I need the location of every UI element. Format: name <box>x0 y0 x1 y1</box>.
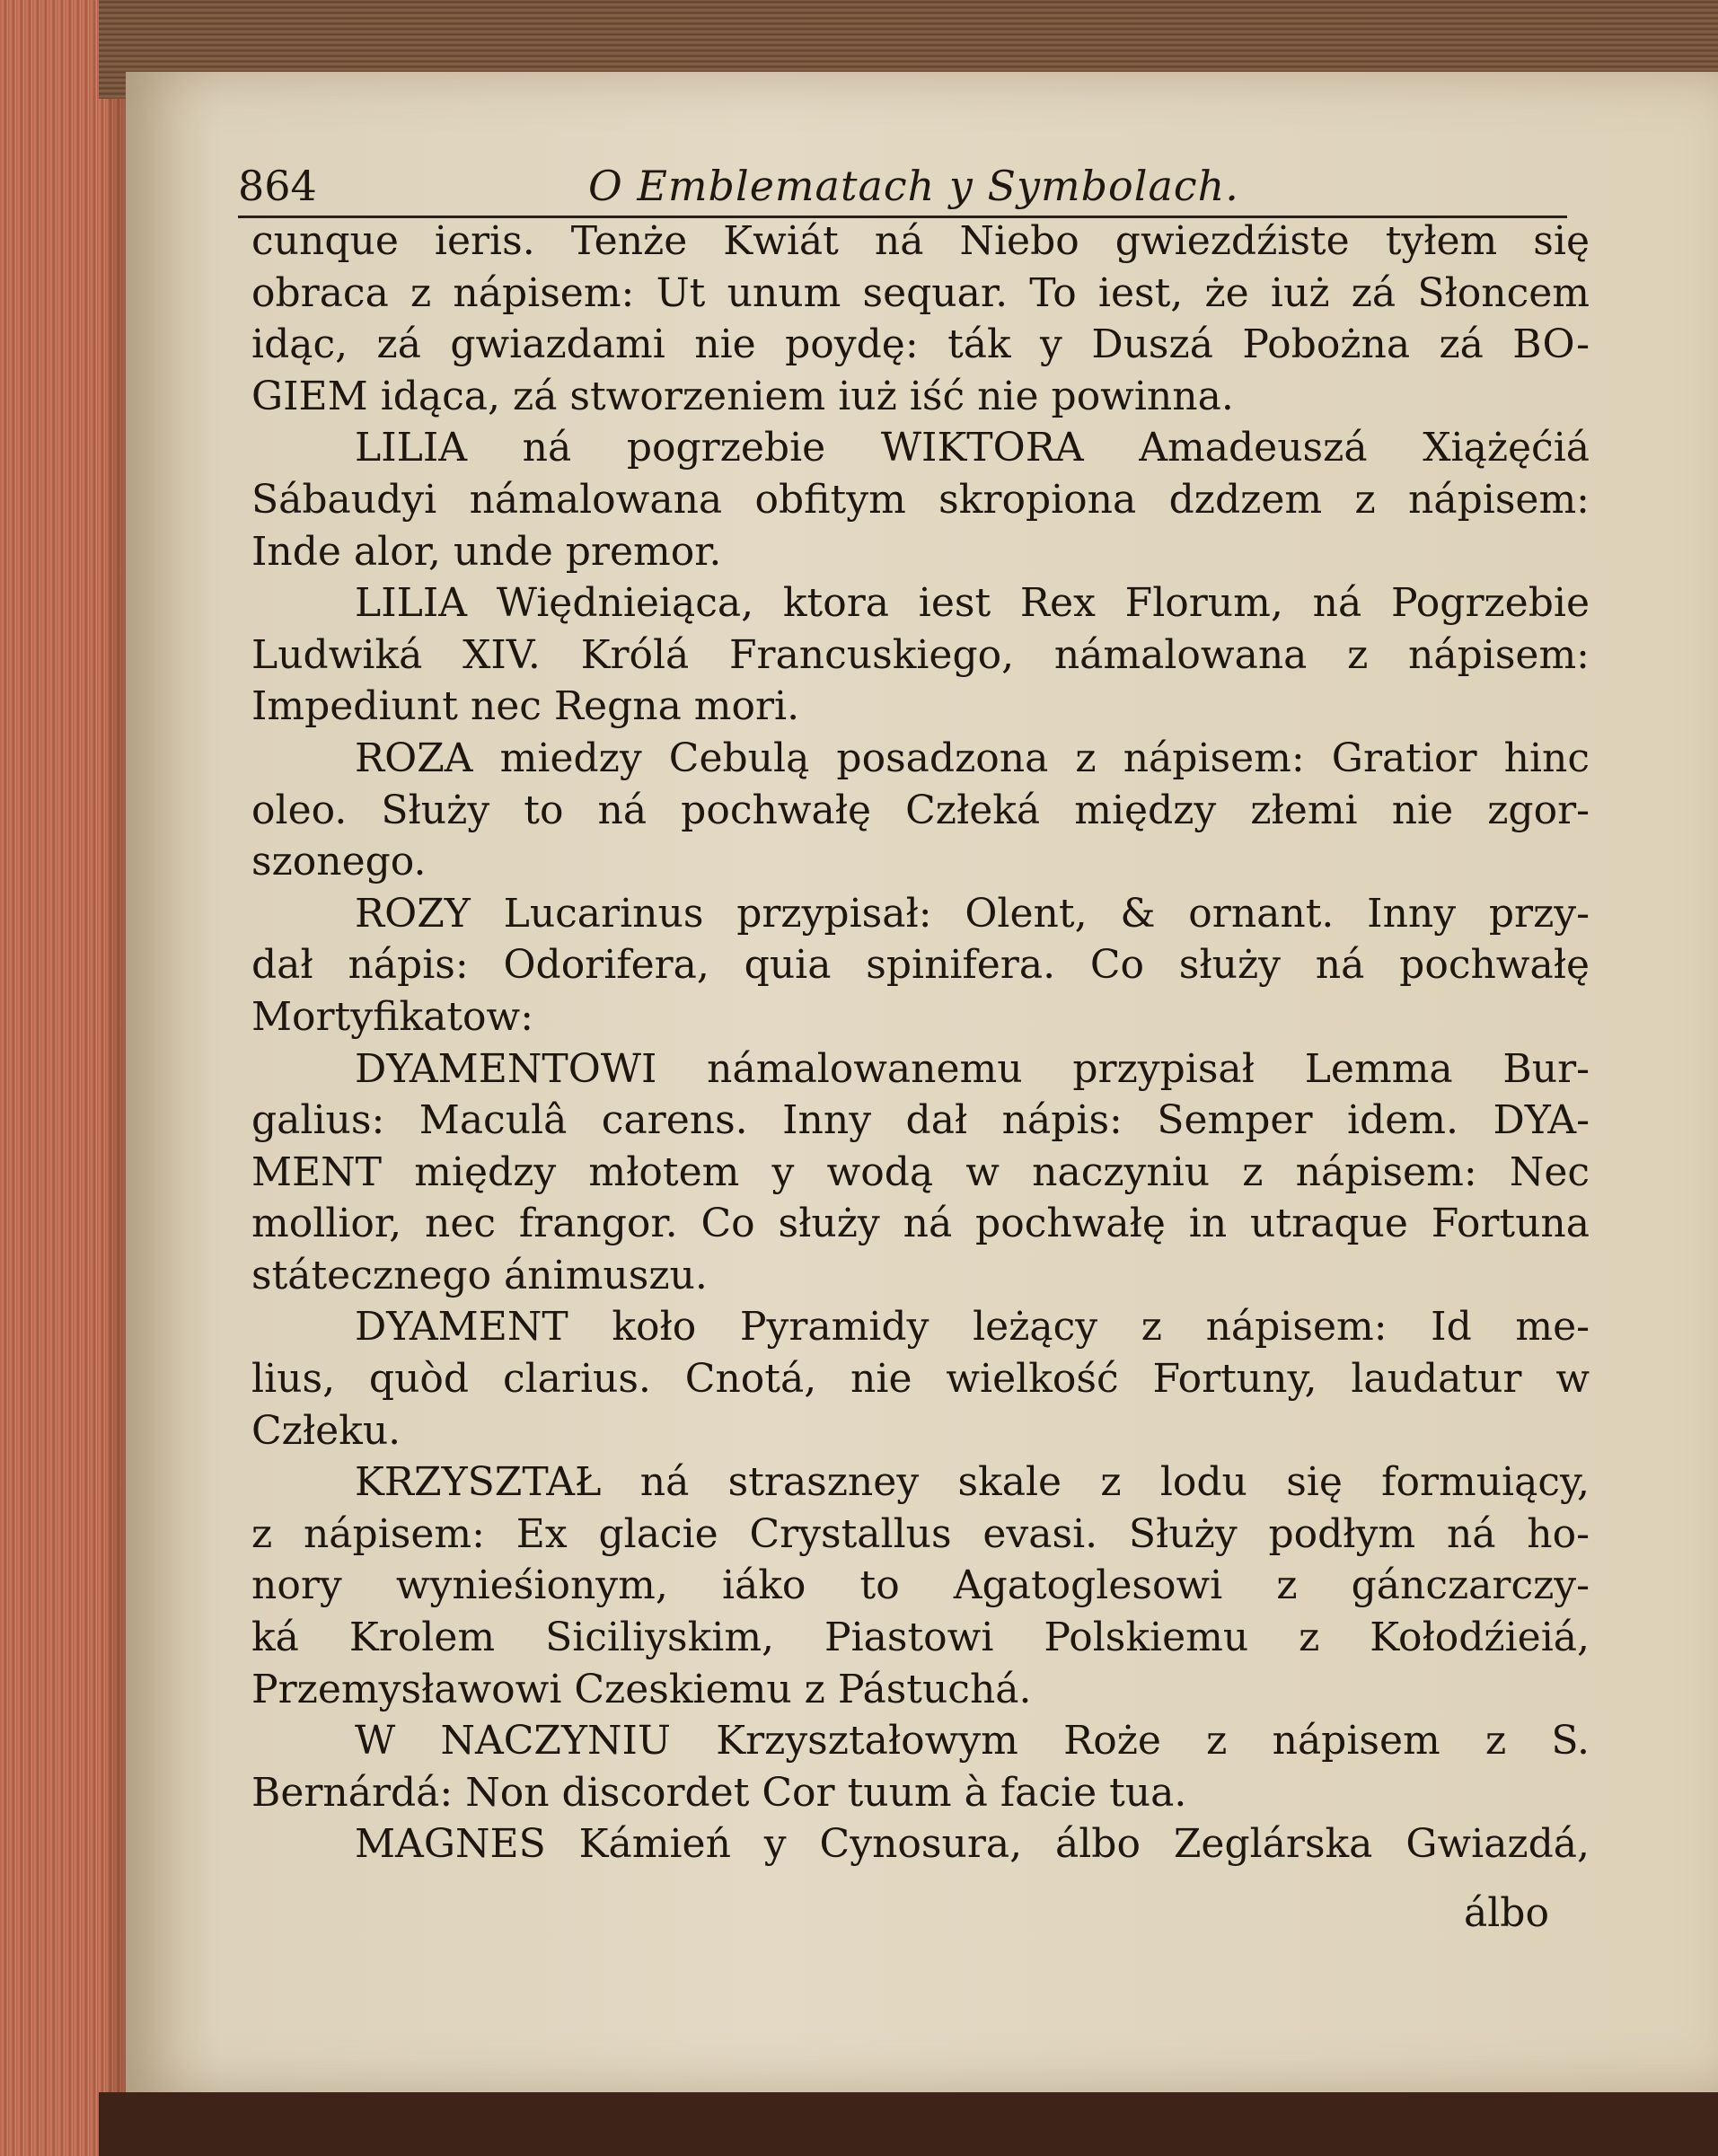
text-line: idąc, zá gwiazdami nie poydę: ták y Duszá Pobożna zá BO- <box>251 321 1590 368</box>
text-line: ká Krolem Siciliyskim, Piastowi Polskiemu z Kołodźieiá, <box>251 1615 1590 1661</box>
text-line: Ludwiká XIV. Królá Francuskiego, námalowana z nápisem: <box>251 631 1590 678</box>
text-line: GIEM idąca, zá stworzeniem iuż iść nie powinna. <box>251 373 1234 419</box>
text-line: ROZA miedzy Cebulą posadzona z nápisem: Gratior hinc <box>355 735 1590 781</box>
text-line: z nápisem: Ex glacie Crystallus evasi. Służy podłym ná ho- <box>251 1510 1590 1557</box>
text-line: LILIA Więdnieiąca, ktora iest Rex Florum, ná Pogrzebie <box>355 580 1590 627</box>
text-line: Bernárdá: Non discordet Cor tuum à facie tua. <box>251 1769 1187 1816</box>
running-head <box>238 162 1567 218</box>
text-line: státecznego ánimuszu. <box>251 1252 708 1298</box>
book-bottom-edge <box>99 2092 1718 2156</box>
catchword: álbo <box>1464 1890 1549 1936</box>
page-number: 864 <box>238 162 317 210</box>
text-line: DYAMENTOWI námalowanemu przypisał Lemma Bur- <box>355 1045 1590 1092</box>
text-line: mollior, nec frangor. Co służy ná pochwałę in utraque Fortuna <box>251 1201 1590 1247</box>
text-line: Człeku. <box>251 1407 401 1454</box>
text-line: galius: Maculâ carens. Inny dał nápis: Semper idem. DYA- <box>251 1097 1590 1144</box>
text-line: Impediunt nec Regna mori. <box>251 683 800 730</box>
text-line: LILIA ná pogrzebie WIKTORA Amadeuszá Xiążęćiá <box>355 425 1590 471</box>
text-line: nory wynieśionym, iáko to Agatoglesowi z gánczarczy- <box>251 1562 1590 1609</box>
text-line: cunque ieris. Tenże Kwiát ná Niebo gwiezdźiste tyłem się <box>251 218 1590 264</box>
body-text <box>251 216 1590 1870</box>
text-line: Przemysławowi Czeskiemu z Pástuchá. <box>251 1666 1032 1712</box>
text-line: ROZY Lucarinus przypisał: Olent, & ornant. Inny przy- <box>355 890 1590 937</box>
text-line: lius, quòd clarius. Cnotá, nie wielkość Fortuny, laudatur w <box>251 1356 1590 1403</box>
text-line: KRZYSZTAŁ ná straszney skale z lodu się formuiący, <box>355 1459 1590 1506</box>
text-line: MENT między młotem y wodą w naczyniu z nápisem: Nec <box>251 1148 1590 1195</box>
text-line: DYAMENT koło Pyramidy leżący z nápisem: Id me- <box>355 1304 1590 1351</box>
text-line: Sábaudyi námalowana obfitym skropiona dzdzem z nápisem: <box>251 476 1590 523</box>
text-line: oleo. Służy to ná pochwałę Człeká między złemi nie zgor- <box>251 787 1590 833</box>
text-line: W NACZYNIU Krzyształowym Roże z nápisem z S. <box>355 1718 1590 1764</box>
text-line: obraca z nápisem: Ut unum sequar. To iest, że iuż zá Słoncem <box>251 269 1590 316</box>
text-line: dał nápis: Odorifera, quia spinifera. Co służy ná pochwałę <box>251 942 1590 989</box>
text-line: MAGNES Kámień y Cynosura, álbo Zeglárska Gwiazdá, <box>355 1821 1590 1868</box>
text-line: Mortyfikatow: <box>251 993 534 1040</box>
text-line: szonego. <box>251 839 427 885</box>
text-line: Inde alor, unde premor. <box>251 528 722 575</box>
running-title: O Emblematach y Symbolach. <box>588 162 1239 210</box>
